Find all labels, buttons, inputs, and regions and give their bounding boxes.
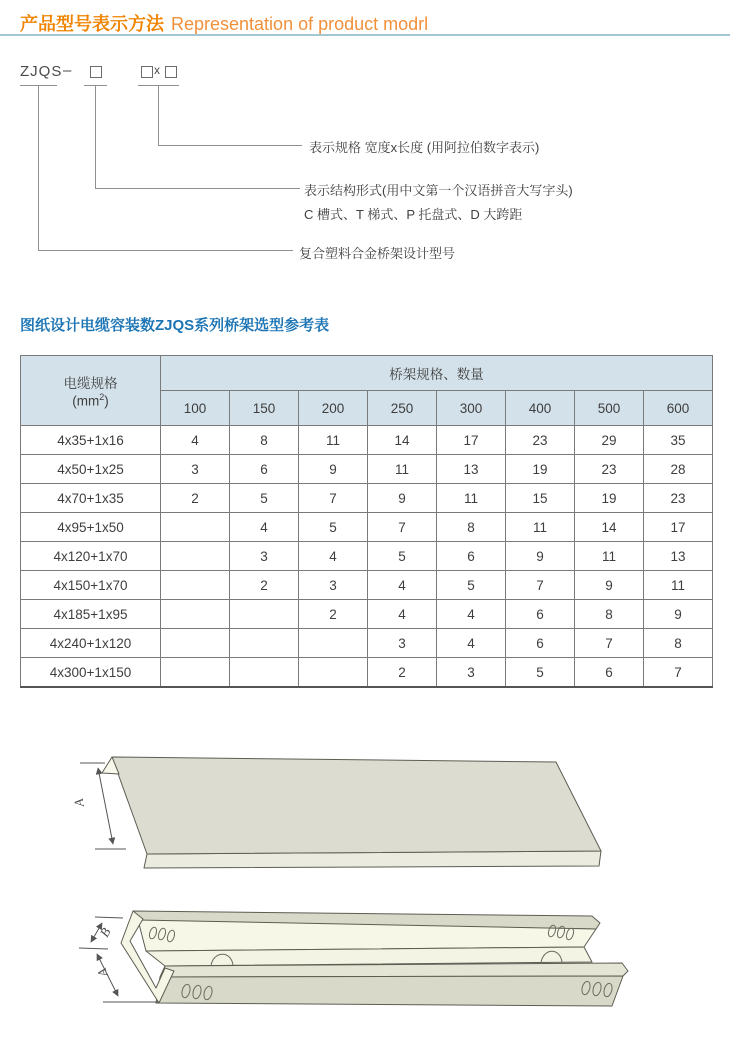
qty-cell: 6 [575,658,644,688]
tray-spec-group-header: 桥架规格、数量 [161,356,713,391]
size-col-header: 250 [368,391,437,426]
qty-cell: 7 [368,513,437,542]
page-title-cn: 产品型号表示方法 [20,14,164,34]
qty-cell: 11 [506,513,575,542]
qty-cell: 7 [644,658,713,688]
qty-cell: 23 [644,484,713,513]
qty-cell: 6 [230,455,299,484]
cable-spec-cell: 4x95+1x50 [21,513,161,542]
qty-cell: 4 [230,513,299,542]
qty-cell: 29 [575,426,644,455]
qty-cell: 35 [644,426,713,455]
note-spec: 表示规格 宽度x长度 (用阿拉伯数字表示) [309,140,540,155]
qty-cell: 2 [230,571,299,600]
cable-spec-cell: 4x185+1x95 [21,600,161,629]
qty-cell: 7 [506,571,575,600]
qty-cell: 9 [299,455,368,484]
table-title: 图纸设计电缆容装数ZJQS系列桥架选型参考表 [20,317,330,334]
qty-cell: 2 [161,484,230,513]
qty-cell: 6 [506,600,575,629]
qty-cell: 9 [575,571,644,600]
cable-spec-cell: 4x70+1x35 [21,484,161,513]
cable-spec-cell: 4x300+1x150 [21,658,161,688]
qty-cell: 4 [368,600,437,629]
qty-cell: 2 [299,600,368,629]
model-multiply-sign: x [154,63,160,77]
qty-cell: 11 [437,484,506,513]
qty-cell: 8 [644,629,713,658]
qty-cell: 7 [299,484,368,513]
qty-cell: 4 [161,426,230,455]
qty-cell: 11 [299,426,368,455]
cable-spec-cell: 4x35+1x16 [21,426,161,455]
size-col-header: 600 [644,391,713,426]
qty-cell: 9 [368,484,437,513]
cable-spec-cell: 4x240+1x120 [21,629,161,658]
size-col-header: 150 [230,391,299,426]
page-title-en: Representation of product modrl [171,14,429,34]
size-col-header: 500 [575,391,644,426]
qty-cell: 5 [299,513,368,542]
note-structure-line1: 表示结构形式(用中文第一个汉语拼音大写字头) [304,183,573,198]
qty-cell: 5 [506,658,575,688]
qty-cell: 23 [506,426,575,455]
qty-cell: 19 [506,455,575,484]
note-design: 复合塑料合金桥架设计型号 [299,246,456,261]
qty-cell: 15 [506,484,575,513]
qty-cell: 17 [644,513,713,542]
tray-front-face [156,976,623,1006]
size-col-header: 300 [437,391,506,426]
qty-cell: 5 [368,542,437,571]
qty-cell: 3 [161,455,230,484]
tray-front-rail-top [160,963,628,977]
qty-cell: 4 [437,629,506,658]
cable-spec-cell: 4x50+1x25 [21,455,161,484]
qty-cell: 17 [437,426,506,455]
qty-cell: 3 [299,571,368,600]
size-col-header: 100 [161,391,230,426]
qty-cell: 6 [506,629,575,658]
qty-cell: 14 [368,426,437,455]
qty-cell: 3 [437,658,506,688]
qty-cell: 13 [437,455,506,484]
qty-cell: 2 [368,658,437,688]
qty-cell: 14 [575,513,644,542]
qty-cell: 11 [368,455,437,484]
qty-cell: 23 [575,455,644,484]
tray-dim-b-label: B [96,925,114,940]
qty-cell: 8 [575,600,644,629]
size-col-header: 200 [299,391,368,426]
model-dash: – [63,62,73,79]
qty-cell: 4 [299,542,368,571]
cable-spec-cell: 4x120+1x70 [21,542,161,571]
model-prefix: ZJQS [20,63,63,80]
qty-cell: 19 [575,484,644,513]
cable-spec-cell: 4x150+1x70 [21,571,161,600]
qty-cell: 5 [437,571,506,600]
qty-cell: 8 [230,426,299,455]
qty-cell: 13 [644,542,713,571]
qty-cell: 4 [368,571,437,600]
plate-dim-a-label: A [70,797,87,809]
qty-cell: 11 [575,542,644,571]
qty-cell: 7 [575,629,644,658]
size-col-header: 400 [506,391,575,426]
qty-cell: 8 [437,513,506,542]
note-structure-line2: C 槽式、T 梯式、P 托盘式、D 大跨距 [304,207,523,222]
qty-cell: 5 [230,484,299,513]
qty-cell: 9 [644,600,713,629]
tray-dim-a-label: A [94,966,111,980]
qty-cell: 3 [230,542,299,571]
qty-cell: 11 [644,571,713,600]
qty-cell: 28 [644,455,713,484]
qty-cell: 9 [506,542,575,571]
qty-cell: 3 [368,629,437,658]
cable-spec-header: 电缆规格 $(mm^2)$ [21,356,161,426]
qty-cell: 6 [437,542,506,571]
cover-plate-drawing [102,757,601,868]
plate-top-face [112,757,601,854]
qty-cell: 4 [437,600,506,629]
